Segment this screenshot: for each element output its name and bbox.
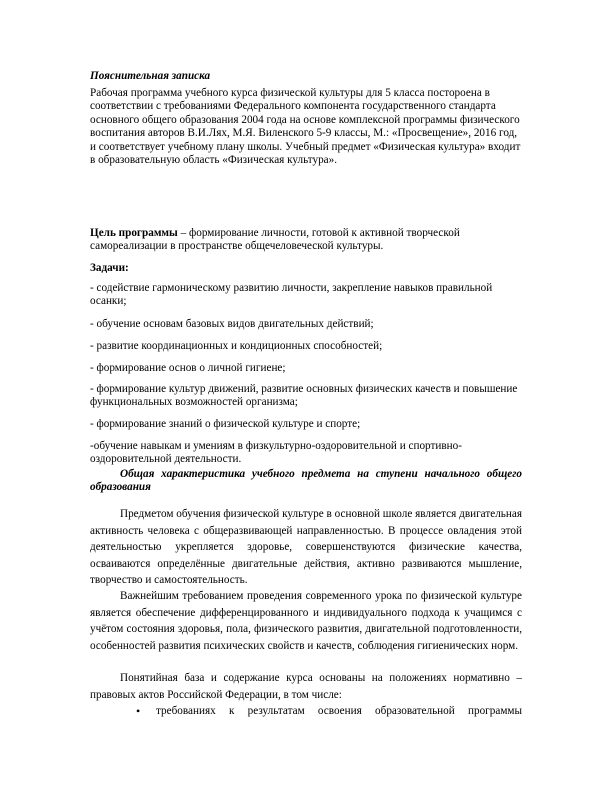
body-paragraph: Важнейшим требованием проведения современного урока по физической культуре является обеспечение дифференцированного и индивидуального подхода к учащимся с учётом состояния здоровья, пола, физического развития, двигательной подготовленности, особенностей развития психических свойств и качеств, соблюдения гигиенических норм.	[90, 590, 522, 652]
intro-paragraph: Рабочая программа учебного курса физической культуры для 5 класса постороена в соответствии с требованиями Федерального компонента государственного стандарта основного общего образования 2004 года на основе комплексной программы физического воспитания авторов В.И.Лях, М.Я. Виленского 5-9 классы, М.: «Просвещение», 2016 год, и соответствует учебному плану школы. Учебный предмет «Физическая культура» входит в образовательную область «Физическая культура».	[90, 87, 521, 167]
task-item: - формирование основ о личной гигиене;	[90, 362, 286, 374]
tasks-title: Задачи:	[90, 262, 129, 274]
goal-text: – формирование личности, готовой к активной творческой самореализации в пространстве общечеловеческой культуры.	[90, 227, 460, 253]
goal-paragraph	[90, 227, 522, 254]
bullet-symbol: •	[136, 704, 141, 718]
document-heading: Пояснительная записка	[90, 70, 211, 82]
bullet-item: требованиях к результатам освоения образовательной программы	[156, 705, 522, 717]
task-item: -обучение навыкам и умениям в физкультурно-оздоровительной и спортивно-оздоровительной деятельности.	[90, 440, 462, 466]
body-paragraph: Предметом обучения физической культуре в основной школе является двигательная активность человека с общеразвивающей направленностью. В процессе овладения этой деятельностью укрепляется здоровье, совершенствуются физические качества, осваиваются определённые двигательные действия, активно развиваются мышление, творчество и самостоятельность.	[90, 508, 522, 586]
task-item: - развитие координационных и кондиционных способностей;	[90, 340, 383, 352]
task-item: - обучение основам базовых видов двигательных действий;	[90, 318, 374, 330]
task-item: - формирование культур движений, развитие основных физических качеств и повышение функциональных возможностей организма;	[90, 383, 518, 409]
goal-label: Цель программы	[90, 227, 178, 239]
task-item: - содействие гармоническому развитию личности, закрепление навыков правильной осанки;	[90, 282, 493, 308]
section-title: Общая характеристика учебного предмета на ступени начального общего образования	[90, 468, 522, 494]
body-paragraph: Понятийная база и содержание курса основаны на положениях нормативно – правовых актов Российской Федерации, в том числе:	[90, 672, 522, 701]
task-item: - формирование знаний о физической культуре и спорте;	[90, 418, 361, 430]
